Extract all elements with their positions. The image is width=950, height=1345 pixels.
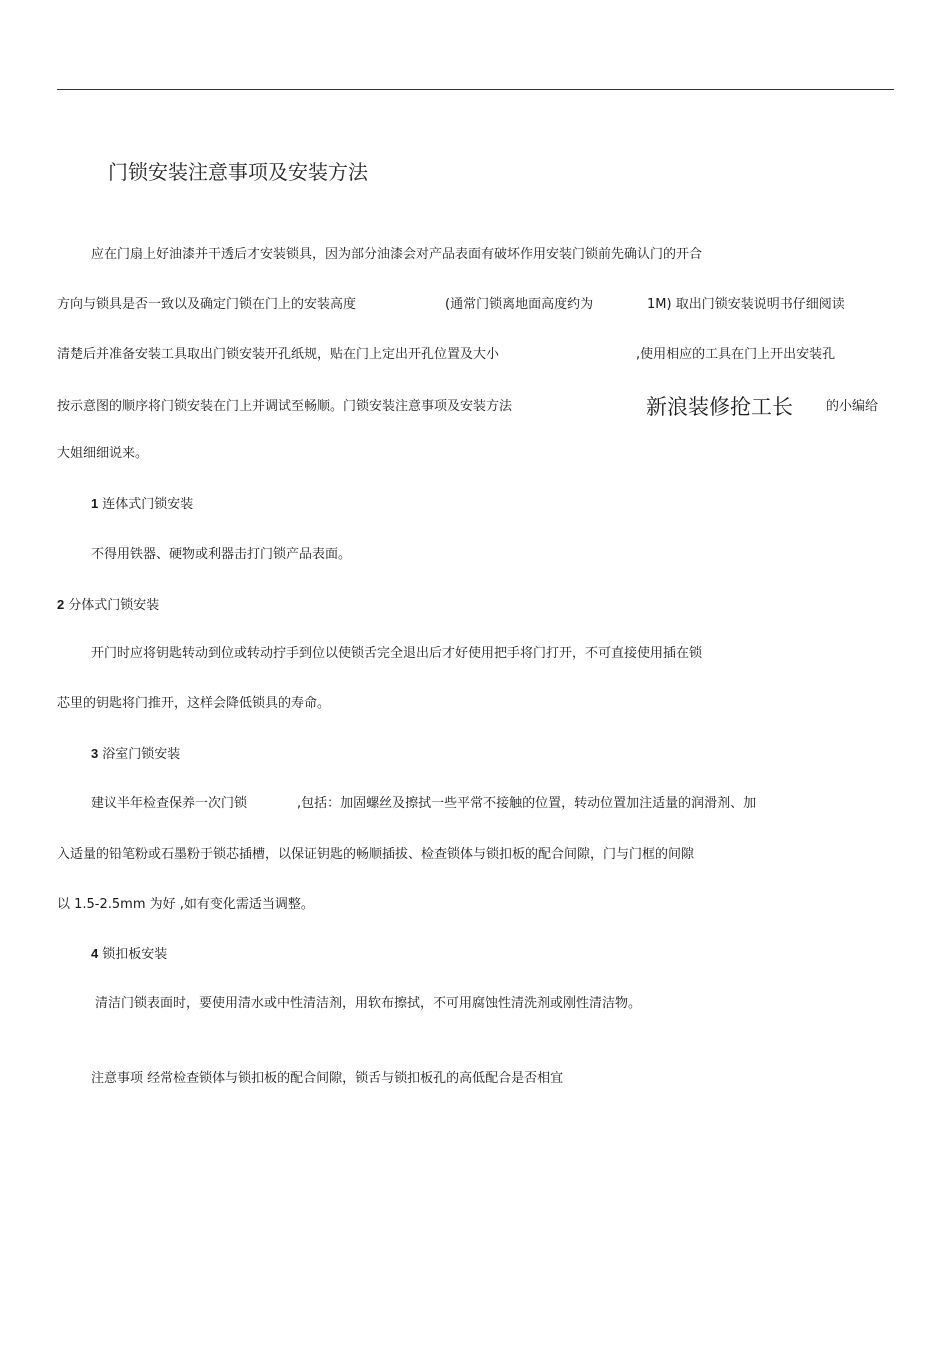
document-title: 门锁安装注意事项及安装方法 xyxy=(108,160,368,184)
section-number: 1 xyxy=(91,496,99,511)
section-3-text-2: 入适量的铅笔粉或石墨粉于锁芯插槽，以保证钥匙的畅顺插拔、检查锁体与锁扣板的配合间隙，门与门框的间隙 xyxy=(57,847,695,862)
section-heading-2 xyxy=(57,596,159,615)
section-3-text-1b: ,包括：加固螺丝及擦拭一些平常不接触的位置，转动位置加注适量的润滑剂、加 xyxy=(297,796,757,811)
section-title: 锁扣板安装 xyxy=(102,947,168,962)
section-title: 连体式门锁安装 xyxy=(102,497,194,512)
section-number: 4 xyxy=(91,946,99,961)
note-text: 注意事项 经常检查锁体与锁扣板的配合间隙，锁舌与锁扣板孔的高低配合是否相宜 xyxy=(91,1071,564,1086)
section-number: 2 xyxy=(57,597,65,612)
section-4-text: 清洁门锁表面时，要使用清水或中性清洁剂，用软布擦拭，不可用腐蚀性清洗剂或刚性清洁物。 xyxy=(95,996,642,1011)
section-title: 浴室门锁安装 xyxy=(102,747,181,762)
header-rule xyxy=(57,89,894,90)
intro-line-3b: ,使用相应的工具在门上开出安装孔 xyxy=(636,347,836,362)
section-2-text-2: 芯里的钥匙将门推开，这样会降低锁具的寿命。 xyxy=(57,696,331,711)
section-heading-4 xyxy=(91,945,167,964)
section-title: 分体式门锁安装 xyxy=(68,598,160,613)
section-heading-3 xyxy=(91,745,180,764)
intro-line-4c: 的小编给 xyxy=(826,399,879,414)
intro-line-5: 大姐细细说来。 xyxy=(57,446,149,461)
intro-line-2b: (通常门锁离地面高度约为 xyxy=(445,297,594,312)
intro-line-2a: 方向与锁具是否一致以及确定门锁在门上的安装高度 xyxy=(57,297,357,312)
section-number: 3 xyxy=(91,746,99,761)
section-3-text-1a: 建议半年检查保养一次门锁 xyxy=(91,796,248,811)
intro-line-3a: 清楚后并准备安装工具取出门锁安装开孔纸规，贴在门上定出开孔位置及大小 xyxy=(57,347,500,362)
intro-line-4a: 按示意图的顺序将门锁安装在门上并调试至畅顺。门锁安装注意事项及安装方法 xyxy=(57,399,513,414)
brand-name: 新浪装修抢工长 xyxy=(646,395,793,419)
section-1-text: 不得用铁器、硬物或利器击打门锁产品表面。 xyxy=(91,547,352,562)
section-heading-1 xyxy=(91,495,193,514)
section-3-text-3: 以 1.5-2.5mm 为好 ,如有变化需适当调整。 xyxy=(57,897,314,912)
intro-line-2c: 1M) 取出门锁安装说明书仔细阅读 xyxy=(647,297,845,312)
section-2-text-1: 开门时应将钥匙转动到位或转动拧手到位以使锁舌完全退出后才好使用把手将门打开，不可直接使用插在锁 xyxy=(91,646,703,661)
intro-line-1: 应在门扇上好油漆并干透后才安装锁具，因为部分油漆会对产品表面有破坏作用安装门锁前先确认门的开合 xyxy=(91,247,703,262)
